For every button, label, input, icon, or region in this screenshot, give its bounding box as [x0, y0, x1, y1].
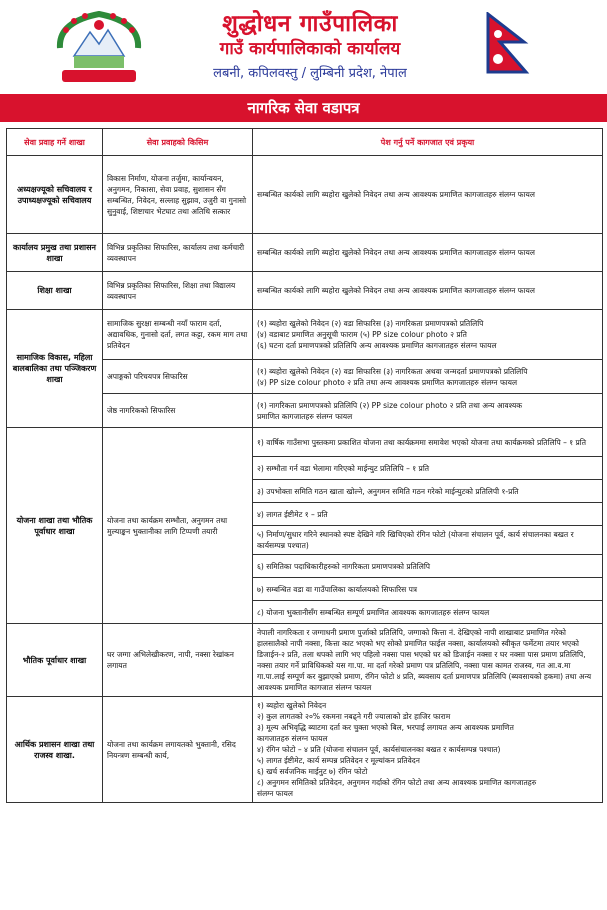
service-type: जेष्ठ नागरिकको सिफारिस	[103, 394, 253, 428]
required-documents: सम्बन्धित कार्यको लागि ब्यहोरा खुलेको निवेदन तथा अन्य आवश्यक प्रमाणित कागजातहरु संलग्न फायल	[253, 156, 603, 234]
service-type: विभिन्न प्रकृतिका सिफारिस, कार्यालय तथा कर्मचारी व्यवस्थापन	[103, 234, 253, 272]
branch-name: आर्थिक प्रशासन शाखा तथा राजस्व शाखा.	[7, 697, 103, 803]
required-documents: सम्बन्धित कार्यको लागि ब्यहोरा खुलेको निवेदन तथा अन्य आवश्यक प्रमाणित कागजातहरु संलग्न फायल	[253, 234, 603, 272]
col-header-documents: पेश गर्नु पर्ने कागजात एवं प्रकृया	[253, 129, 603, 156]
nepal-emblem-icon	[52, 8, 146, 90]
citizen-charter-banner: नागरिक सेवा वडापत्र	[0, 94, 607, 122]
table-row	[7, 272, 603, 310]
required-documents: सम्बन्धित कार्यको लागि ब्यहोरा खुलेको निवेदन तथा अन्य आवश्यक प्रमाणित कागजातहरु संलग्न फायल	[253, 272, 603, 310]
table-row	[7, 428, 603, 624]
table-row	[7, 310, 603, 360]
required-documents: (१) ब्यहोरा खुलेको निवेदन (२) वडा सिफारिस (३) नागरिकता प्रमाणपत्रको प्रतिलिपि (४) वडाबाट प्रमाणित अनुसूची फाराम (५) PP size colour photo २ प्रति (६) घटना दर्ता प्रमाणपत्रको प्रतिलिपि अन्य आवश्यक प्रमाणित कागजातहरु संलग्न फायल	[253, 310, 603, 360]
list-item: ७) सम्बन्धित वडा वा गाउँपालिका कार्यालयको सिफारिस पत्र	[253, 578, 602, 601]
required-documents: (१) नागरिकता प्रमाणपत्रको प्रतिलिपि (२) PP size colour photo २ प्रति तथा अन्य आवश्यक प्रमाणित कागजातहरु संलग्न फायल	[253, 394, 603, 428]
required-documents: नेपाली नागरिकता र जग्गाधनी प्रमाण पुर्जाको प्रतिलिपि, जग्गाको कित्ता नं. देखिएको नापी शाखाबाट प्रमाणित गरेको हालसालैको नापी नक्सा, कित्ता काट भएको भए सोको प्रमाणित फाईल नक्सा, कार्यालयको स्वीकृत फर्मेटमा तयार भएको डिजाईन-२ प्रति, तला थपको लागि भए पहिलो नक्सा पास भएको घर को डिजाईन नक्सा र घर नक्सा पास प्रमाण प्रतिलिपि, नक्सा तयार गर्ने प्राविधिकको यस गा.पा. मा दर्ता गरेको प्रमाण पत्र प्रतिलिपि, नक्सा पास कामत राजस्व, गत आ.व.मा गा.पा.लाई सम्पूर्ण कर बुझाएको प्रमाण, रंगिन फोटो ४ प्रति, ब्यवसाय दर्ता प्रमाणपत्र प्रतिलिपि (ब्यवसायको हकमा) तथा अन्य आवश्यक प्रमाणित कागजात संलग्न फायल	[253, 624, 603, 697]
service-type: घर जग्गा अभिलेखीकरण, नापी, नक्सा रेखांकन लगायत	[103, 624, 253, 697]
service-type: योजना तथा कार्यक्रम लगायतको भुक्तानी, रसिद नियन्त्रण सम्बन्धी कार्य,	[103, 697, 253, 803]
list-item: ५) निर्माण/सुधार गरिने स्थानको स्पष्ट देखिने गरि खिचिएको रंगिन फोटो (योजना संचालन पूर्व, कार्य संचालनका बखत र कार्यसम्पन्न पश्चात)	[253, 526, 602, 555]
list-item: ८) योजना भुक्तानीसँग सम्बन्धित सम्पूर्ण प्रमाणित आवश्यक कागजातहरु संलग्न फायल	[257, 607, 490, 617]
page-title: शुद्धोधन गाउँपालिका	[222, 11, 398, 37]
header	[0, 0, 607, 92]
branch-name: सामाजिक विकास, महिला बालबालिका तथा पञ्जिकरण शाखा	[7, 310, 103, 428]
service-table	[6, 128, 602, 904]
table-row	[7, 156, 603, 234]
service-type: सामाजिक सुरक्षा सम्बन्धी नयाँ फाराम दर्ता, अद्यावधिक, गुनासो दर्ता, लगत कट्टा, रकम माग तथा प्रतिवेदन	[103, 310, 253, 360]
col-header-service-type: सेवा प्रवाहको किसिम	[103, 129, 253, 156]
list-item: ६) समितिका पदाधिकारीहरुको नागरिकता प्रमाणपत्रको प्रतिलिपि	[253, 555, 602, 578]
table-row	[7, 624, 603, 697]
table-row	[7, 234, 603, 272]
branch-name: योजना शाखा तथा भौतिक पूर्वाधार शाखा	[7, 428, 103, 624]
col-header-branch: सेवा प्रवाह गर्ने शाखा	[7, 129, 103, 156]
nepal-flag-icon	[486, 12, 530, 74]
list-item: ४) लागत ईष्टीमेट १ – प्रति	[253, 503, 602, 526]
required-documents: (१) ब्यहोरा खुलेको निवेदन (२) वडा सिफारिस (३) नागरिकता अथवा जन्मदर्ता प्रमाणपत्रको प्रतिलिपि (४) PP size colour photo २ प्रति तथा अन्य आवश्यक प्रमाणित कागजातहरु संलग्न फायल	[253, 360, 603, 394]
list-item: ३) उपभोक्ता समिति गठन खाता खोल्ने, अनुगमन समिति गठन गरेको माईन्युटको प्रतिलिपी १-प्रति	[253, 480, 602, 503]
branch-name: कार्यालय प्रमुख तथा प्रशासन शाखा	[7, 234, 103, 272]
service-type: योजना तथा कार्यक्रम सम्भौता, अनुगमन तथा मुल्याङ्कन भुक्तानीका लागि टिप्पणी तयारी	[103, 428, 253, 624]
table-row	[7, 697, 603, 803]
office-name: गाउँ कार्यपालिकाको कार्यालय	[219, 39, 401, 59]
service-type: विकास निर्माण, योजना तर्जुमा, कार्यान्वयन, अनुगमन, निकासा, सेवा प्रवाह, सुशासन सँग सम्बन्धित, निवेदन, सल्लाह सुझाव, उजुरी वा गुनासो सुनुवाई, शिष्टाचार भेटघाट तथा अतिथि सत्कार	[103, 156, 253, 234]
service-type: अपाङ्गको परिचयपत्र सिफारिस	[103, 360, 253, 394]
branch-name: शिक्षा शाखा	[7, 272, 103, 310]
table-header-row	[7, 129, 603, 156]
branch-name: अध्यक्षज्यूको सचिवालय र उपाध्यक्षज्यूको सचिवालय	[7, 156, 103, 234]
required-documents-list	[253, 428, 603, 624]
list-item: १) वार्षिक गाउँसभा पुस्तकमा प्रकाशित योजना तथा कार्यक्रममा समावेश भएको योजना तथा कार्यक्रमको प्रतिलिपि – १ प्रति	[253, 428, 602, 457]
list-item: २) सम्भौता गर्न वडा भेलामा गरिएको माईन्युट प्रतिलिपि – १ प्रति	[253, 457, 602, 480]
service-type: विभिन्न प्रकृतिका सिफारिस, शिक्षा तथा विद्यालय व्यवस्थापन	[103, 272, 253, 310]
required-documents: १) ब्यहोरा खुलेको निवेदन २) कुल लागतको २०% रकमना नबढ्ने गरी ज्यालाको डोर हाजिर फाराम ३) मूल्य अभिवृद्धि ब्याटमा दर्ता कर चुक्ता भएको बिल, भरपाई लगायत अन्य आवश्यक प्रमाणित कागजातहरु संलग्न फायल ४) रंगिन फोटो – ४ प्रति (योजना संचालन पूर्व, कार्यसंचालनका बखत र कार्यसम्पन्न पश्चात) ५) लागत ईष्टीमेट, कार्य सम्पन्न प्रतिवेदन र मूल्यांकन प्रतिवेदन ६) खर्च सर्वजनिक माईनुट ७) रंगिन फोटो ८) अनुगमन समितिको प्रतिवेदन, अनुगमन गर्दाको रंगिन फोटो तथा अन्य आवश्यक प्रमाणित कागजातहरु संलग्न फायल	[253, 697, 603, 803]
branch-name: भौतिक पूर्वाधार शाखा	[7, 624, 103, 697]
address: लबनी, कपिलवस्तु / लुम्बिनी प्रदेश, नेपाल	[213, 66, 407, 81]
